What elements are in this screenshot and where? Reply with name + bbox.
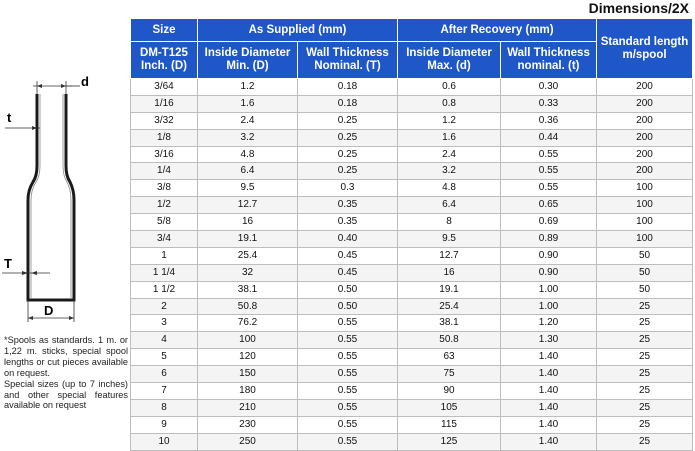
cell-size: 3 — [131, 315, 198, 332]
cell-standard-length: 200 — [597, 129, 693, 146]
table-row — [131, 315, 693, 332]
cell-recovery-inside-diameter: 115 — [398, 416, 501, 433]
cell-supplied-wall-thickness: 0.50 — [298, 298, 398, 315]
cell-supplied-inside-diameter: 180 — [198, 383, 298, 400]
cell-recovery-wall-thickness: 1.00 — [501, 281, 597, 298]
cell-supplied-wall-thickness: 0.25 — [298, 129, 398, 146]
header-size: Size — [131, 19, 198, 42]
cell-standard-length: 50 — [597, 281, 693, 298]
cell-recovery-inside-diameter: 1.2 — [398, 112, 501, 129]
table-row — [131, 180, 693, 197]
cell-supplied-wall-thickness: 0.35 — [298, 197, 398, 214]
cell-recovery-inside-diameter: 75 — [398, 366, 501, 383]
cell-supplied-wall-thickness: 0.55 — [298, 332, 398, 349]
cell-supplied-inside-diameter: 150 — [198, 366, 298, 383]
cell-standard-length: 200 — [597, 163, 693, 180]
cell-standard-length: 50 — [597, 264, 693, 281]
cell-size: 3/4 — [131, 231, 198, 248]
footnote-spools: *Spools as standards. 1 m. or 1,22 m. sticks, special spool lengths or cut pieces available on request. — [4, 335, 128, 378]
header-as-supplied: As Supplied (mm) — [198, 19, 398, 42]
page-title: Dimensions/2X — [588, 0, 689, 16]
cell-supplied-inside-diameter: 38.1 — [198, 281, 298, 298]
table-row — [131, 163, 693, 180]
cell-supplied-wall-thickness: 0.40 — [298, 231, 398, 248]
cell-size: 10 — [131, 433, 198, 450]
cell-supplied-inside-diameter: 120 — [198, 349, 298, 366]
cell-recovery-wall-thickness: 0.55 — [501, 180, 597, 197]
cell-supplied-inside-diameter: 250 — [198, 433, 298, 450]
header-recovery-inside-diameter: Inside Diameter Max. (d) — [398, 42, 501, 79]
header-dm-t125: DM-T125 Inch. (D) — [131, 42, 198, 79]
table-row — [131, 247, 693, 264]
cell-size: 5/8 — [131, 214, 198, 231]
cell-standard-length: 25 — [597, 332, 693, 349]
cell-recovery-wall-thickness: 0.89 — [501, 231, 597, 248]
cell-supplied-inside-diameter: 230 — [198, 416, 298, 433]
cell-supplied-wall-thickness: 0.55 — [298, 399, 398, 416]
cell-standard-length: 25 — [597, 315, 693, 332]
cell-recovery-wall-thickness: 1.40 — [501, 349, 597, 366]
cell-size: 3/8 — [131, 180, 198, 197]
cell-standard-length: 25 — [597, 416, 693, 433]
cell-recovery-inside-diameter: 3.2 — [398, 163, 501, 180]
cell-supplied-inside-diameter: 210 — [198, 399, 298, 416]
cell-standard-length: 25 — [597, 433, 693, 450]
table-row — [131, 146, 693, 163]
table-row — [131, 264, 693, 281]
cell-standard-length: 25 — [597, 366, 693, 383]
cell-standard-length: 200 — [597, 146, 693, 163]
table-row — [131, 332, 693, 349]
cell-supplied-inside-diameter: 25.4 — [198, 247, 298, 264]
cell-size: 3/32 — [131, 112, 198, 129]
cell-supplied-wall-thickness: 0.25 — [298, 112, 398, 129]
cell-supplied-wall-thickness: 0.45 — [298, 264, 398, 281]
cell-size: 1 — [131, 247, 198, 264]
table-row — [131, 399, 693, 416]
cell-supplied-inside-diameter: 9.5 — [198, 180, 298, 197]
cell-standard-length: 100 — [597, 214, 693, 231]
cell-supplied-inside-diameter: 3.2 — [198, 129, 298, 146]
cell-recovery-wall-thickness: 0.44 — [501, 129, 597, 146]
table-row — [131, 383, 693, 400]
table-row — [131, 79, 693, 96]
header-recovery-wall-thickness: Wall Thickness nominal. (t) — [501, 42, 597, 79]
table-row — [131, 416, 693, 433]
cell-supplied-inside-diameter: 32 — [198, 264, 298, 281]
cell-standard-length: 25 — [597, 399, 693, 416]
cell-supplied-wall-thickness: 0.25 — [298, 163, 398, 180]
cell-recovery-inside-diameter: 38.1 — [398, 315, 501, 332]
cell-supplied-wall-thickness: 0.35 — [298, 214, 398, 231]
cell-size: 1 1/2 — [131, 281, 198, 298]
cell-supplied-inside-diameter: 19.1 — [198, 231, 298, 248]
table-body — [131, 79, 693, 451]
cell-recovery-inside-diameter: 4.8 — [398, 180, 501, 197]
header-supplied-inside-diameter: Inside Diameter Min. (D) — [198, 42, 298, 79]
table-row — [131, 95, 693, 112]
cell-supplied-inside-diameter: 2.4 — [198, 112, 298, 129]
cell-standard-length: 50 — [597, 247, 693, 264]
cell-recovery-wall-thickness: 1.40 — [501, 433, 597, 450]
cell-recovery-wall-thickness: 1.40 — [501, 399, 597, 416]
cell-standard-length: 25 — [597, 349, 693, 366]
cell-standard-length: 200 — [597, 79, 693, 96]
table-row — [131, 366, 693, 383]
cell-recovery-inside-diameter: 105 — [398, 399, 501, 416]
cell-size: 3/16 — [131, 146, 198, 163]
cell-standard-length: 25 — [597, 383, 693, 400]
cell-recovery-inside-diameter: 8 — [398, 214, 501, 231]
footnote — [4, 335, 128, 411]
cell-supplied-wall-thickness: 0.25 — [298, 146, 398, 163]
cell-supplied-inside-diameter: 1.2 — [198, 79, 298, 96]
cell-supplied-wall-thickness: 0.55 — [298, 433, 398, 450]
cell-standard-length: 200 — [597, 95, 693, 112]
tube-outline — [28, 94, 74, 300]
cell-size: 1/8 — [131, 129, 198, 146]
cell-recovery-inside-diameter: 90 — [398, 383, 501, 400]
cell-recovery-wall-thickness: 1.30 — [501, 332, 597, 349]
cell-supplied-wall-thickness: 0.50 — [298, 281, 398, 298]
cell-recovery-inside-diameter: 9.5 — [398, 231, 501, 248]
cell-recovery-inside-diameter: 2.4 — [398, 146, 501, 163]
table-row — [131, 298, 693, 315]
cell-supplied-inside-diameter: 4.8 — [198, 146, 298, 163]
cell-recovery-inside-diameter: 25.4 — [398, 298, 501, 315]
cell-recovery-wall-thickness: 1.00 — [501, 298, 597, 315]
cell-supplied-wall-thickness: 0.3 — [298, 180, 398, 197]
cell-standard-length: 100 — [597, 197, 693, 214]
cell-recovery-inside-diameter: 1.6 — [398, 129, 501, 146]
cell-supplied-wall-thickness: 0.18 — [298, 95, 398, 112]
table-row — [131, 214, 693, 231]
cell-supplied-inside-diameter: 50.8 — [198, 298, 298, 315]
shrink-tube-diagram — [0, 70, 100, 325]
cell-size: 2 — [131, 298, 198, 315]
cell-standard-length: 100 — [597, 180, 693, 197]
header-standard-length: Standard length m/spool — [597, 19, 693, 79]
cell-recovery-inside-diameter: 63 — [398, 349, 501, 366]
cell-supplied-inside-diameter: 12.7 — [198, 197, 298, 214]
cell-recovery-wall-thickness: 0.30 — [501, 79, 597, 96]
cell-supplied-wall-thickness: 0.18 — [298, 79, 398, 96]
table-row — [131, 197, 693, 214]
cell-size: 4 — [131, 332, 198, 349]
cell-size: 1/4 — [131, 163, 198, 180]
table-row — [131, 231, 693, 248]
cell-recovery-inside-diameter: 0.8 — [398, 95, 501, 112]
cell-recovery-inside-diameter: 50.8 — [398, 332, 501, 349]
label-d: d — [81, 74, 89, 89]
cell-supplied-wall-thickness: 0.55 — [298, 366, 398, 383]
cell-size: 3/64 — [131, 79, 198, 96]
cell-supplied-inside-diameter: 16 — [198, 214, 298, 231]
cell-recovery-wall-thickness: 0.90 — [501, 264, 597, 281]
label-T: T — [4, 256, 12, 271]
cell-recovery-wall-thickness: 1.20 — [501, 315, 597, 332]
table-row — [131, 112, 693, 129]
label-t: t — [7, 110, 12, 125]
cell-recovery-wall-thickness: 0.55 — [501, 163, 597, 180]
cell-recovery-wall-thickness: 0.55 — [501, 146, 597, 163]
table-row — [131, 433, 693, 450]
table-row — [131, 129, 693, 146]
cell-standard-length: 25 — [597, 298, 693, 315]
cell-recovery-wall-thickness: 0.65 — [501, 197, 597, 214]
cell-supplied-inside-diameter: 6.4 — [198, 163, 298, 180]
table-row — [131, 281, 693, 298]
cell-size: 8 — [131, 399, 198, 416]
cell-supplied-wall-thickness: 0.45 — [298, 247, 398, 264]
cell-size: 1/2 — [131, 197, 198, 214]
cell-standard-length: 200 — [597, 112, 693, 129]
header-supplied-wall-thickness: Wall Thickness Nominal. (T) — [298, 42, 398, 79]
cell-recovery-wall-thickness: 1.40 — [501, 416, 597, 433]
cell-recovery-inside-diameter: 125 — [398, 433, 501, 450]
cell-recovery-inside-diameter: 12.7 — [398, 247, 501, 264]
cell-supplied-inside-diameter: 1.6 — [198, 95, 298, 112]
cell-recovery-wall-thickness: 0.36 — [501, 112, 597, 129]
cell-size: 9 — [131, 416, 198, 433]
footnote-special-sizes: Special sizes (up to 7 inches) and other special features available on request — [4, 378, 128, 411]
cell-size: 7 — [131, 383, 198, 400]
cell-supplied-inside-diameter: 100 — [198, 332, 298, 349]
cell-recovery-wall-thickness: 1.40 — [501, 366, 597, 383]
cell-supplied-wall-thickness: 0.55 — [298, 383, 398, 400]
cell-recovery-inside-diameter: 0.6 — [398, 79, 501, 96]
dimensions-table — [130, 18, 693, 451]
cell-recovery-inside-diameter: 6.4 — [398, 197, 501, 214]
cell-recovery-wall-thickness: 0.90 — [501, 247, 597, 264]
table-row — [131, 349, 693, 366]
cell-standard-length: 100 — [597, 231, 693, 248]
label-D: D — [44, 303, 54, 318]
cell-recovery-wall-thickness: 0.69 — [501, 214, 597, 231]
cell-size: 5 — [131, 349, 198, 366]
cell-supplied-wall-thickness: 0.55 — [298, 315, 398, 332]
cell-supplied-wall-thickness: 0.55 — [298, 416, 398, 433]
cell-size: 1 1/4 — [131, 264, 198, 281]
cell-supplied-wall-thickness: 0.55 — [298, 349, 398, 366]
cell-recovery-wall-thickness: 1.40 — [501, 383, 597, 400]
cell-recovery-wall-thickness: 0.33 — [501, 95, 597, 112]
header-after-recovery: After Recovery (mm) — [398, 19, 597, 42]
cell-recovery-inside-diameter: 19.1 — [398, 281, 501, 298]
cell-size: 1/16 — [131, 95, 198, 112]
cell-size: 6 — [131, 366, 198, 383]
cell-recovery-inside-diameter: 16 — [398, 264, 501, 281]
cell-supplied-inside-diameter: 76.2 — [198, 315, 298, 332]
